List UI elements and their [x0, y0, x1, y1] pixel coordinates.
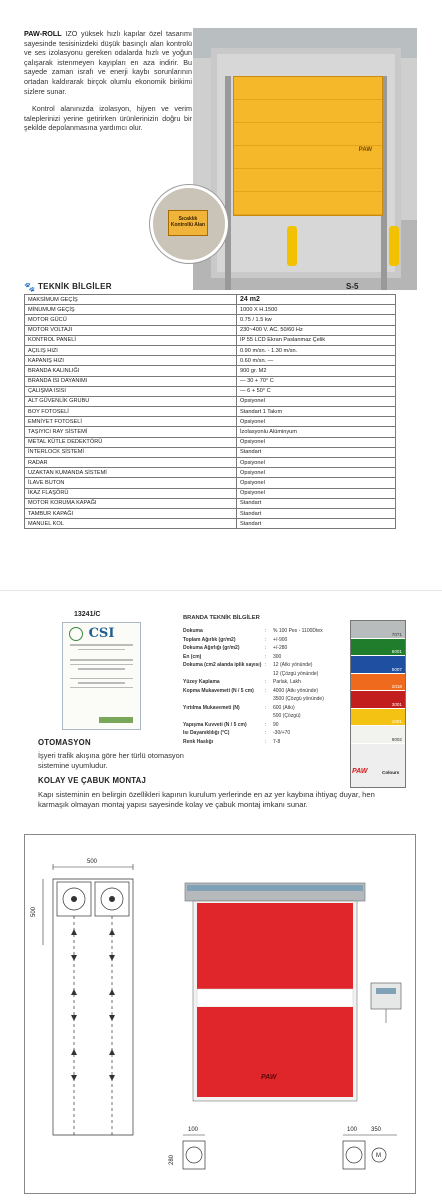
door-frame	[211, 48, 401, 278]
table-row	[25, 356, 396, 366]
arrow-markers	[71, 929, 115, 1081]
list-item	[183, 696, 343, 705]
intro-paragraph-1	[24, 29, 192, 96]
list-item	[183, 722, 343, 731]
branda-key: Isı Dayanıklılığı (°C)	[183, 730, 230, 736]
branda-colon: :	[265, 704, 267, 711]
branda-colon: :	[265, 628, 267, 634]
branda-key: Dokuma (cm2 alanda iplik sayısı)	[183, 662, 262, 668]
swatch-code: 9002	[391, 736, 402, 742]
spec-value-cell: 900 gr. M2	[237, 366, 396, 376]
table-row	[25, 447, 396, 457]
list-item	[183, 730, 343, 739]
table-row	[25, 488, 396, 498]
technical-drawing-svg	[25, 835, 417, 1195]
table-row	[25, 437, 396, 447]
table-row	[25, 305, 396, 315]
spec-label-cell: KONTROL PANELİ	[25, 335, 237, 345]
branda-value: 90	[273, 721, 279, 728]
branda-value: 300	[273, 653, 282, 660]
drum-axle-icon	[109, 896, 115, 902]
spec-label-cell: TAŞIYICI RAY SİSTEMİ	[25, 427, 237, 437]
branda-value: % 100 Pes - 1100Dtex	[273, 628, 323, 634]
spec-label-cell: MANUEL KOL	[25, 519, 237, 529]
spec-value-cell: Opsiyonel	[237, 396, 396, 406]
arrow-down-icon	[109, 955, 115, 961]
spec-label-cell: ALT GÜVENLİK GRUBU	[25, 396, 237, 406]
cert-text-line	[78, 668, 125, 670]
door-ribs	[234, 77, 382, 215]
table-row	[25, 396, 396, 406]
branda-title: BRANDA TEKNİK BİLGİLER	[183, 615, 260, 621]
spec-value-cell: Standart	[237, 498, 396, 508]
spec-label-cell: MAKSİMUM GEÇİŞ	[25, 295, 237, 305]
branda-key: Toplam Ağırlık (gr/m2)	[183, 636, 236, 643]
arrow-down-icon	[109, 1075, 115, 1081]
branda-colon: :	[265, 679, 267, 685]
list-item	[183, 671, 343, 680]
spec-value-cell: 24 m2	[237, 295, 396, 305]
spec-value-cell: — 30 + 70° C	[237, 376, 396, 386]
intro-text	[24, 29, 192, 141]
branda-colon: :	[265, 653, 267, 660]
branda-key: En (cm)	[183, 653, 202, 660]
swatch-code: 1001	[391, 719, 402, 724]
swatch-code: 6001	[391, 649, 402, 654]
spec-value-cell: Standart 1 Takım	[237, 407, 396, 417]
cert-seal-icon	[69, 627, 83, 641]
colour-swatch	[351, 709, 405, 727]
branda-value: 3500 (Çözgü yönünde)	[273, 696, 324, 702]
door-curtain-upper	[197, 903, 353, 989]
table-row	[25, 498, 396, 508]
motor-label: M	[376, 1153, 381, 1159]
spec-value-cell: — 6 + 50° C	[237, 386, 396, 396]
spec-value-cell: Standart	[237, 447, 396, 457]
door-photo	[193, 28, 417, 290]
door-window-strip	[197, 989, 353, 1007]
branda-key: Dokuma	[183, 628, 203, 634]
arrow-down-icon	[71, 1075, 77, 1081]
branda-value: 4000 (Atkı yönünde)	[273, 687, 319, 694]
arrow-up-icon	[71, 1049, 77, 1055]
list-item	[183, 628, 343, 637]
list-item	[183, 637, 343, 646]
intro-paragraph-2: Kontrol alanınızda izolasyon, hijyen ve verim taleplerinizi yerine getirirken ürünlerinizin doğru bir şekilde depolanmasına yardımcı olur.	[24, 104, 192, 133]
branda-key: Kopma Mukavemeti (N / 5 cm)	[183, 687, 254, 694]
cert-text-line	[70, 678, 133, 680]
dim-left-h-label: 280	[169, 1154, 175, 1165]
cert-footer-logos	[99, 717, 133, 723]
cert-text-line	[70, 659, 133, 661]
branda-value: 12 (Çözgü yönünde)	[273, 670, 319, 677]
branda-colon: :	[265, 730, 267, 736]
dim-height-label: 500	[31, 906, 37, 917]
control-panel	[371, 983, 401, 1009]
spec-label-cell: BOY FOTOSELİ	[25, 407, 237, 417]
yellow-door-curtain	[233, 76, 383, 216]
bollard-left	[287, 226, 297, 266]
cert-text-line	[70, 644, 133, 646]
spec-label-cell: RADAR	[25, 458, 237, 468]
swatch-code: 5007	[391, 666, 402, 672]
spec-label-cell: İNTERLOCK SİSTEMİ	[25, 447, 237, 457]
swatch-brand-logo: PAW	[352, 768, 368, 775]
branda-colon: :	[265, 687, 267, 694]
kolay-heading: KOLAY VE ÇABUK MONTAJ	[38, 776, 147, 785]
certificate-image	[62, 622, 141, 730]
spec-value-cell: Standart	[237, 508, 396, 518]
plan-outline	[53, 879, 133, 1135]
branda-value: Parlak, Lakh	[273, 679, 301, 685]
branda-value: 12 (Atkı yönünde)	[273, 662, 313, 668]
cert-text-line	[70, 664, 133, 666]
spec-label-cell: BRANDA KALINLIĞI	[25, 366, 237, 376]
branda-colon: :	[265, 662, 267, 668]
arrow-down-icon	[109, 1015, 115, 1021]
list-item	[183, 688, 343, 697]
door-logo: PAW	[261, 1074, 277, 1081]
colour-swatch	[351, 726, 405, 744]
spec-label-cell: METAL KÜTLE DEDEKTÖRÜ	[25, 437, 237, 447]
spec-label-cell: İLAVE BUTON	[25, 478, 237, 488]
table-row	[25, 295, 396, 305]
table-row	[25, 458, 396, 468]
table-row	[25, 335, 396, 345]
tech-title: TEKNİK BİLGİLER	[38, 282, 112, 291]
list-item	[183, 739, 343, 748]
spec-value-cell: Opsiyonel	[237, 478, 396, 488]
table-row	[25, 345, 396, 355]
table-row	[25, 325, 396, 335]
table-row	[25, 468, 396, 478]
table-row	[25, 407, 396, 417]
branda-colon: :	[265, 738, 267, 745]
cert-text-line	[70, 687, 133, 689]
door-rail-left	[225, 76, 231, 290]
list-item	[183, 679, 343, 688]
list-item	[183, 713, 343, 722]
branda-colon: :	[265, 645, 267, 651]
table-row	[25, 508, 396, 518]
tech-model: S-5	[346, 282, 359, 291]
table-row	[25, 427, 396, 437]
bollard-right	[389, 226, 399, 266]
branda-key: Dokuma Ağırlığı (gr/m2)	[183, 645, 240, 651]
spec-value-cell: 230~400 V. AC. 50/60 Hz	[237, 325, 396, 335]
swatch-code: 2018	[391, 684, 402, 689]
door-curtain-lower	[197, 1007, 353, 1097]
spec-table-body	[25, 295, 396, 529]
spec-value-cell: 0.60 m/sn. —	[237, 356, 396, 366]
swatch-code: 7071	[391, 631, 402, 637]
branda-value: 7-8	[273, 738, 281, 745]
otomasyon-heading: OTOMASYON	[38, 738, 91, 747]
table-row	[25, 478, 396, 488]
colour-swatch	[351, 691, 405, 709]
spec-value-cell: Opsiyonel	[237, 468, 396, 478]
paw-icon: 🐾	[24, 282, 36, 292]
cert-logo: CSI	[88, 626, 115, 641]
branda-key: Yapışma Kuvveti (N / 5 cm)	[183, 721, 247, 728]
dim-right-b-label: 350	[371, 1127, 382, 1133]
branda-key: Yüzey Kaplama	[183, 679, 220, 685]
spec-label-cell: İKAZ FLAŞÖRÜ	[25, 488, 237, 498]
branda-value: +/-900	[273, 636, 288, 643]
spec-value-cell: Opsiyonel	[237, 488, 396, 498]
drum-icon	[186, 1147, 202, 1163]
table-row	[25, 376, 396, 386]
cert-code: 13241/C	[74, 611, 101, 618]
arrow-up-icon	[109, 1049, 115, 1055]
control-panel-screen	[376, 988, 396, 994]
spec-label-cell: TAMBUR KAPAĞI	[25, 508, 237, 518]
spec-label-cell: AÇILIŞ HIZI	[25, 345, 237, 355]
spec-label-cell: BRANDA ISI DAYANIMI	[25, 376, 237, 386]
list-item	[183, 654, 343, 663]
arrow-up-icon	[109, 929, 115, 935]
swatch-label: Colours	[382, 770, 400, 775]
list-item	[183, 645, 343, 654]
spec-value-cell: Opsiyonel	[237, 437, 396, 447]
branda-key: Yırtılma Mukavemeti (N)	[183, 704, 240, 711]
branda-value: -30/+70	[273, 730, 291, 736]
spec-value-cell: 0.90 m/sn. - 1.30 m/sn.	[237, 345, 396, 355]
colour-swatch	[351, 656, 405, 674]
page-1	[0, 0, 442, 590]
tech-header	[24, 280, 396, 294]
door-logo: PAW	[358, 147, 372, 153]
dim-right-a-label: 100	[347, 1127, 358, 1133]
spec-value-cell: IP 55 LCD Ekran Paslanmaz Çelik	[237, 335, 396, 345]
colour-swatches	[350, 620, 406, 788]
branda-value: 600 (Atkı)	[273, 704, 295, 711]
branda-colon: :	[265, 721, 267, 728]
arrow-up-icon	[109, 989, 115, 995]
branda-colon: :	[265, 636, 267, 643]
otomasyon-text: İşyeri trafik akışına göre her türlü otomasyon sistemine uyumludur.	[38, 751, 184, 770]
arrow-down-icon	[71, 1015, 77, 1021]
spec-label-cell: MİNUMUM GEÇİŞ	[25, 305, 237, 315]
kolay-text: Kapı sisteminin en belirgin özellikleri kapının kurulum yerlerinde en az yer kaybına ihtiyaç duyar, hen karmaşık olmayan montaj yapısı sayesinde kolay ve çabuk montaj imkanı sunar.	[38, 790, 375, 810]
spec-label-cell: MOTOR VOLTAJI	[25, 325, 237, 335]
table-row	[25, 315, 396, 325]
cert-text-line	[78, 682, 125, 684]
list-item	[183, 662, 343, 671]
table-row	[25, 366, 396, 376]
colour-swatch	[351, 639, 405, 657]
table-row	[25, 386, 396, 396]
spec-label-cell: EMNİYET FOTOSELİ	[25, 417, 237, 427]
spec-label-cell: MOTOR KORUMA KAPAĞI	[25, 498, 237, 508]
intro-brand: PAW-ROLL	[24, 29, 62, 38]
spec-label-cell: ÇALIŞMA ISISI	[25, 386, 237, 396]
drum-icon	[346, 1147, 362, 1163]
list-item	[183, 705, 343, 714]
spec-value-cell: İzolasyonlu Alüminyum	[237, 427, 396, 437]
branda-value: 500 (Çözgü)	[273, 713, 301, 719]
table-row	[25, 417, 396, 427]
spec-table	[24, 294, 396, 529]
spec-label-cell: UZAKTAN KUMANDA SİSTEMİ	[25, 468, 237, 478]
branda-spec-list	[183, 628, 343, 747]
drum-axle-icon	[71, 896, 77, 902]
spec-value-cell: 1000 X H.1500	[237, 305, 396, 315]
spec-value-cell: Opsiyonel	[237, 458, 396, 468]
spec-label-cell: KAPANIŞ HIZI	[25, 356, 237, 366]
intro-paragraph-1-text: IZO yüksek hızlı kapılar özel tasarımı sayesinde tesisinizdeki düşük basınçlı alan kontrolü ve ses izolasyonu gereken odalarda hızlı ve yoğun çalışarak istenmeyen kayıpları en aza indirir. Bu sayede zaman israfı ve enerji kaybı sorunlarının ortadan kaldırarak birçok olumlu ekonomik birikimi sizlere sunar.	[24, 29, 192, 96]
dim-width-label: 500	[87, 859, 98, 865]
technical-drawing	[24, 834, 416, 1194]
dim-left-w-label: 100	[188, 1127, 199, 1133]
cert-text-line	[78, 649, 125, 651]
door-header-band	[187, 885, 363, 891]
swatch-code: 3001	[391, 701, 402, 707]
spec-value-cell: Standart	[237, 519, 396, 529]
spec-value-cell: Opsiyonel	[237, 417, 396, 427]
colour-swatch	[351, 674, 405, 692]
spec-value-cell: 0.75 / 1.5 kw	[237, 315, 396, 325]
spec-label-cell: MOTOR GÜCÜ	[25, 315, 237, 325]
page-divider	[0, 590, 442, 591]
table-row	[25, 519, 396, 529]
colour-swatch	[351, 621, 405, 639]
branda-value: +/-280	[273, 645, 288, 651]
branda-key: Renk Haslığı	[183, 738, 214, 745]
controlled-area-sign: Sıcaklık Kontrollü Alan	[168, 210, 208, 236]
arrow-down-icon	[71, 955, 77, 961]
arrow-up-icon	[71, 989, 77, 995]
arrow-up-icon	[71, 929, 77, 935]
